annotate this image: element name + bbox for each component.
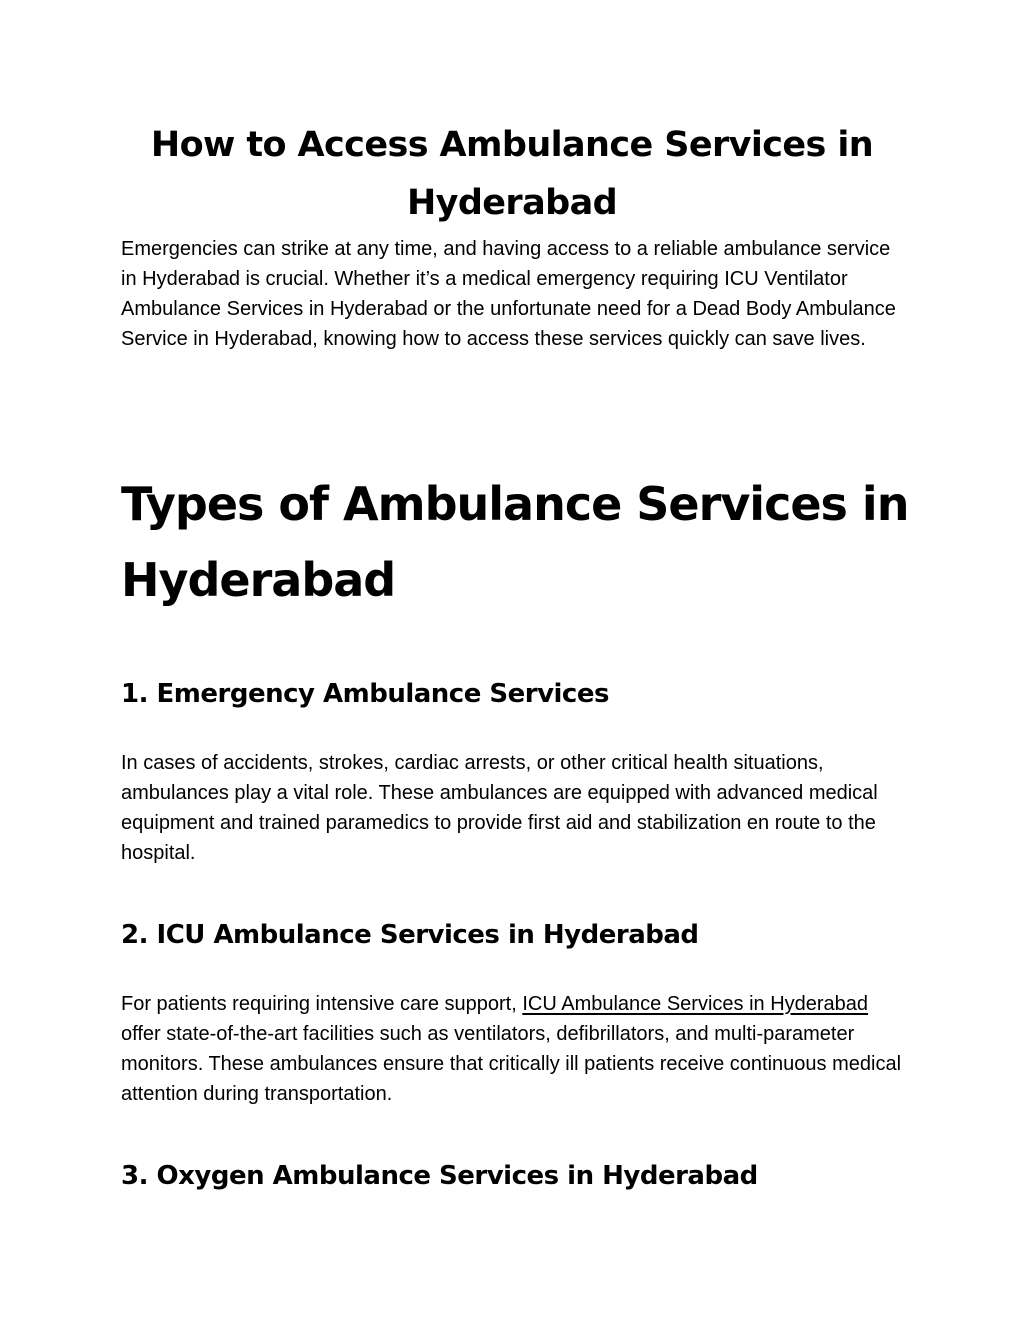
icu-text-after-link: offer state-of-the-art facilities such as ventilators, defibrillators, and multi-parameter monitors. These ambulances ensure that critically ill patients receive continuous medical attention during transportation.: [121, 1023, 902, 1105]
section-heading-oxygen: 3. Oxygen Ambulance Services in Hyderabad: [121, 1161, 758, 1191]
intro-paragraph: Emergencies can strike at any time, and having access to a reliable ambulance service in Hyderabad is crucial. Whether it’s a medical emergency requiring ICU Ventilator Ambulance Services in Hyderabad or the unfortunate need for a Dead Body Ambulance Service in Hyderabad, knowing how to access these services quickly can save lives.: [121, 238, 896, 350]
section-paragraph-icu: [121, 989, 911, 1109]
section-paragraph-emergency: In cases of accidents, strokes, cardiac arrests, or other critical health situations, ambulances play a vital role. These ambulances are equipped with advanced medical equipment and trained paramedics to provide first aid and stabilization en route to the hospital.: [121, 752, 878, 864]
page-title: How to Access Ambulance Services in Hyderabad: [150, 125, 874, 223]
section-heading-icu: 2. ICU Ambulance Services in Hyderabad: [121, 920, 699, 950]
types-heading: Types of Ambulance Services in Hyderabad: [121, 477, 909, 607]
section-heading-emergency: 1. Emergency Ambulance Services: [121, 679, 609, 709]
icu-text-before-link: For patients requiring intensive care support,: [121, 993, 523, 1015]
icu-ambulance-link[interactable]: ICU Ambulance Services in Hyderabad: [522, 993, 869, 1015]
